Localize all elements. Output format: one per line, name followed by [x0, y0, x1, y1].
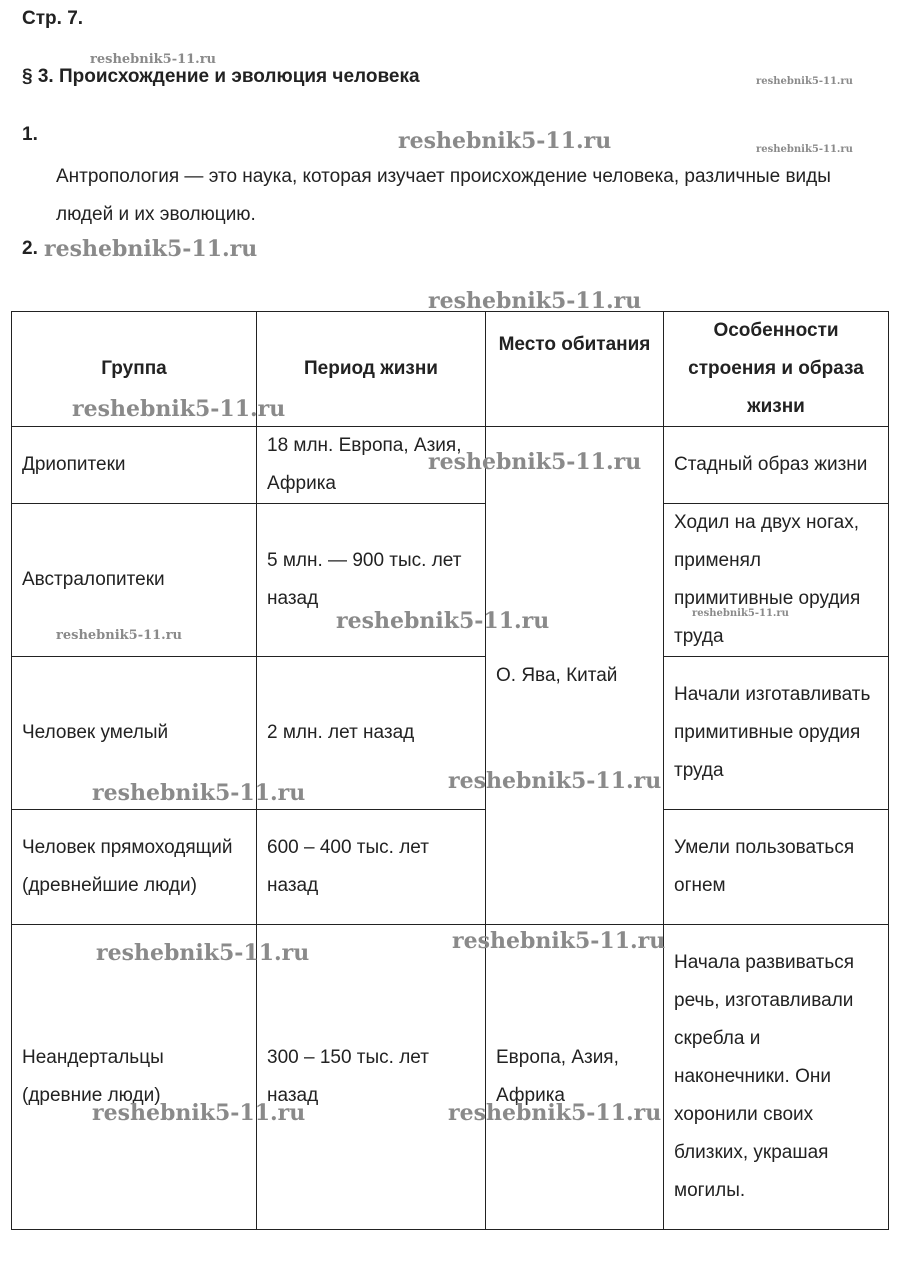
- header-period: Период жизни: [257, 312, 486, 427]
- watermark: reshebnik5-11.ru: [56, 628, 183, 643]
- cell-period: 600 – 400 тыс. лет назад: [257, 810, 486, 925]
- cell-shared-habitat: О. Ява, Китай: [486, 427, 664, 925]
- watermark: reshebnik5-11.ru: [452, 928, 666, 954]
- header-habitat: Место обитания: [486, 312, 664, 427]
- cell-features: Умели пользоваться огнем: [664, 810, 889, 925]
- page-label: Стр. 7.: [22, 8, 84, 29]
- cell-group: Неандертальцы (древние люди): [12, 925, 257, 1230]
- cell-group: Человек умелый: [12, 657, 257, 810]
- task-1-number: 1.: [22, 124, 38, 145]
- task-2-number: 2.: [22, 238, 38, 259]
- cell-group: Дриопитеки: [12, 427, 257, 504]
- watermark: reshebnik5-11.ru: [44, 236, 258, 262]
- cell-group: Человек прямоходящий (древнейшие люди): [12, 810, 257, 925]
- header-group: Группа: [12, 312, 257, 427]
- watermark: reshebnik5-11.ru: [428, 449, 642, 475]
- cell-features: Начала развиваться речь, изготавливали скребла и наконечники. Они хоронили своих близких, украшая могилы.: [664, 925, 889, 1230]
- cell-features: Начали изготавливать примитивные орудия труда: [664, 657, 889, 810]
- watermark: reshebnik5-11.ru: [448, 1100, 662, 1126]
- watermark: reshebnik5-11.ru: [92, 1100, 306, 1126]
- watermark: reshebnik5-11.ru: [756, 144, 853, 155]
- cell-period: 300 – 150 тыс. лет назад: [257, 925, 486, 1230]
- watermark: reshebnik5-11.ru: [398, 128, 612, 154]
- watermark: reshebnik5-11.ru: [90, 52, 217, 67]
- section-title: § 3. Происхождение и эволюция человека: [22, 66, 420, 87]
- cell-period: 5 млн. — 900 тыс. лет назад: [257, 504, 486, 657]
- cell-period: 18 млн. Европа, Азия, Африка: [257, 427, 486, 504]
- watermark: reshebnik5-11.ru: [756, 76, 853, 87]
- cell-features: Стадный образ жизни: [664, 427, 889, 504]
- watermark: reshebnik5-11.ru: [428, 288, 642, 314]
- cell-features: Ходил на двух ногах, применял примитивные орудия труда: [664, 504, 889, 657]
- watermark: reshebnik5-11.ru: [92, 780, 306, 806]
- watermark: reshebnik5-11.ru: [692, 608, 789, 619]
- table-row: [12, 810, 889, 925]
- watermark: reshebnik5-11.ru: [336, 608, 550, 634]
- watermark: reshebnik5-11.ru: [72, 396, 286, 422]
- watermark: reshebnik5-11.ru: [96, 940, 310, 966]
- cell-group: Австралопитеки: [12, 504, 257, 657]
- table-row: [12, 925, 889, 1230]
- header-features: Особенности строения и образа жизни: [664, 312, 889, 427]
- watermark: reshebnik5-11.ru: [448, 768, 662, 794]
- cell-period: 2 млн. лет назад: [257, 657, 486, 810]
- task-1-definition: Антропология — это наука, которая изучает происхождение человека, различные виды людей и их эволюцию.: [56, 166, 831, 225]
- cell-habitat: Европа, Азия, Африка: [486, 925, 664, 1230]
